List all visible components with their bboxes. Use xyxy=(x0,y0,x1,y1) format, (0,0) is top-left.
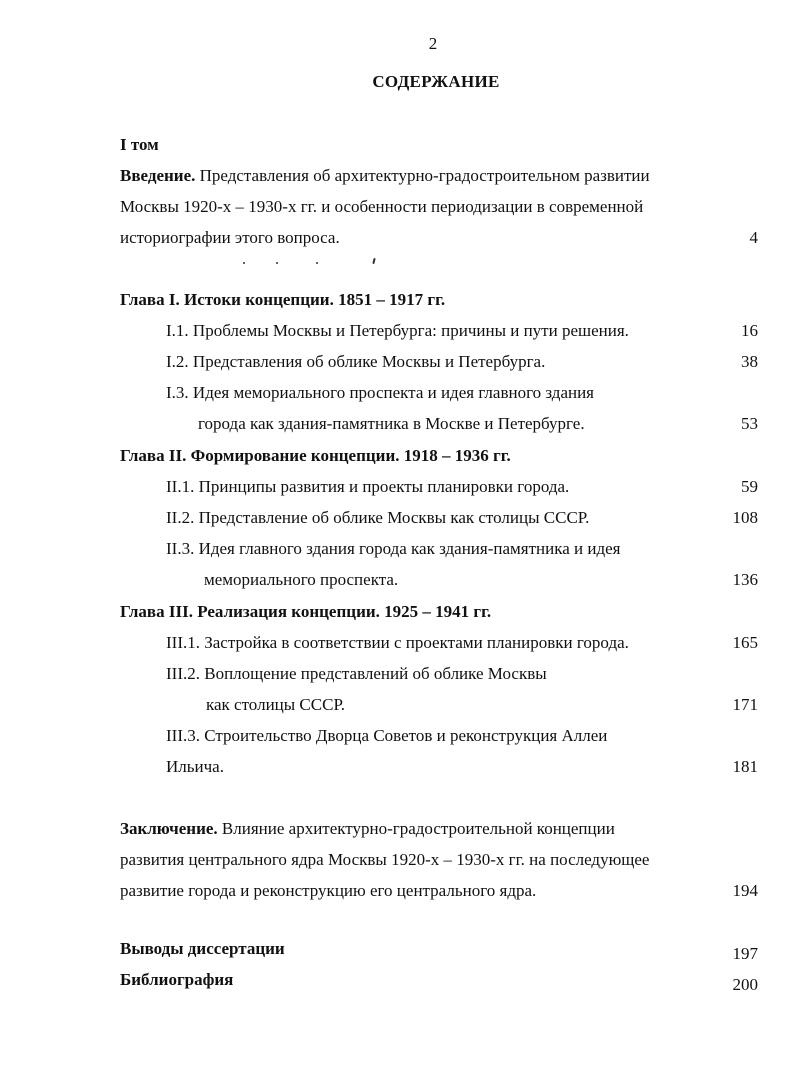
section-2-2-page: 108 xyxy=(732,508,758,527)
page-title: СОДЕРЖАНИЕ xyxy=(372,72,500,91)
conclusion-line-2: развития центрального ядра Москвы 1920-х – 1930-х гг. на последующее xyxy=(120,850,650,869)
conclusion-text-1: Влияние архитектурно-градостроительной концепции xyxy=(221,819,615,838)
section-3-2-line-2: как столицы СССР. xyxy=(206,695,346,714)
bibliography-label: Библиография xyxy=(120,970,234,989)
findings-page: 197 xyxy=(732,944,758,963)
chapter-2-title: Глава II. Формирование концепции. 1918 – 1936 гг. xyxy=(120,446,511,465)
intro-text-1: Представления об архитектурно-градостроительном развитии xyxy=(199,166,650,185)
section-3-2-line-1: III.2. Воплощение представлений об облике Москвы xyxy=(166,664,547,683)
section-2-1: II.1. Принципы развития и проекты планировки города. xyxy=(166,477,570,496)
section-2-3-page: 136 xyxy=(732,570,758,589)
section-3-1: III.1. Застройка в соответствии с проектами планировки города. xyxy=(166,633,629,652)
conclusion-line-1 xyxy=(120,819,615,839)
section-2-3-line-1: II.3. Идея главного здания города как здания-памятника и идея xyxy=(166,539,621,558)
section-1-3-page: 53 xyxy=(741,414,758,433)
conclusion-page: 194 xyxy=(732,881,758,900)
section-1-2-page: 38 xyxy=(741,352,758,371)
section-1-3-line-2: города как здания-памятника в Москве и Петербурге. xyxy=(198,414,585,433)
intro-line-2: Москвы 1920-х – 1930-х гг. и особенности периодизации в современной xyxy=(120,197,644,216)
findings-label: Выводы диссертации xyxy=(120,939,285,958)
conclusion-label: Заключение. xyxy=(120,819,218,838)
section-1-3-line-1: I.3. Идея мемориального проспекта и идея главного здания xyxy=(166,383,595,402)
section-1-1-page: 16 xyxy=(741,321,758,340)
section-3-3-line-2: Ильича. xyxy=(166,757,224,776)
intro-line-3: историографии этого вопроса. xyxy=(120,228,340,247)
section-3-3-page: 181 xyxy=(732,757,758,776)
intro-page: 4 xyxy=(749,228,758,247)
volume-label: I том xyxy=(120,135,159,154)
section-2-3-line-2: мемориального проспекта. xyxy=(204,570,399,589)
intro-label: Введение. xyxy=(120,166,196,185)
section-3-2-page: 171 xyxy=(732,695,758,714)
section-3-3-line-1: III.3. Строительство Дворца Советов и реконструкция Аллеи xyxy=(166,726,608,745)
section-2-1-page: 59 xyxy=(741,477,758,496)
chapter-1-title: Глава I. Истоки концепции. 1851 – 1917 гг. xyxy=(120,290,446,309)
scan-specks xyxy=(240,256,380,266)
page-number: 2 xyxy=(428,34,438,53)
intro-line-1 xyxy=(120,166,650,186)
section-1-2: I.2. Представления об облике Москвы и Петербурга. xyxy=(166,352,546,371)
bibliography-page: 200 xyxy=(732,975,758,994)
section-3-1-page: 165 xyxy=(732,633,758,652)
chapter-3-title: Глава III. Реализация концепции. 1925 – 1941 гг. xyxy=(120,602,492,621)
section-1-1: I.1. Проблемы Москвы и Петербурга: причины и пути решения. xyxy=(166,321,629,340)
conclusion-line-3: развитие города и реконструкцию его центрального ядра. xyxy=(120,881,537,900)
section-2-2: II.2. Представление об облике Москвы как столицы СССР. xyxy=(166,508,590,527)
